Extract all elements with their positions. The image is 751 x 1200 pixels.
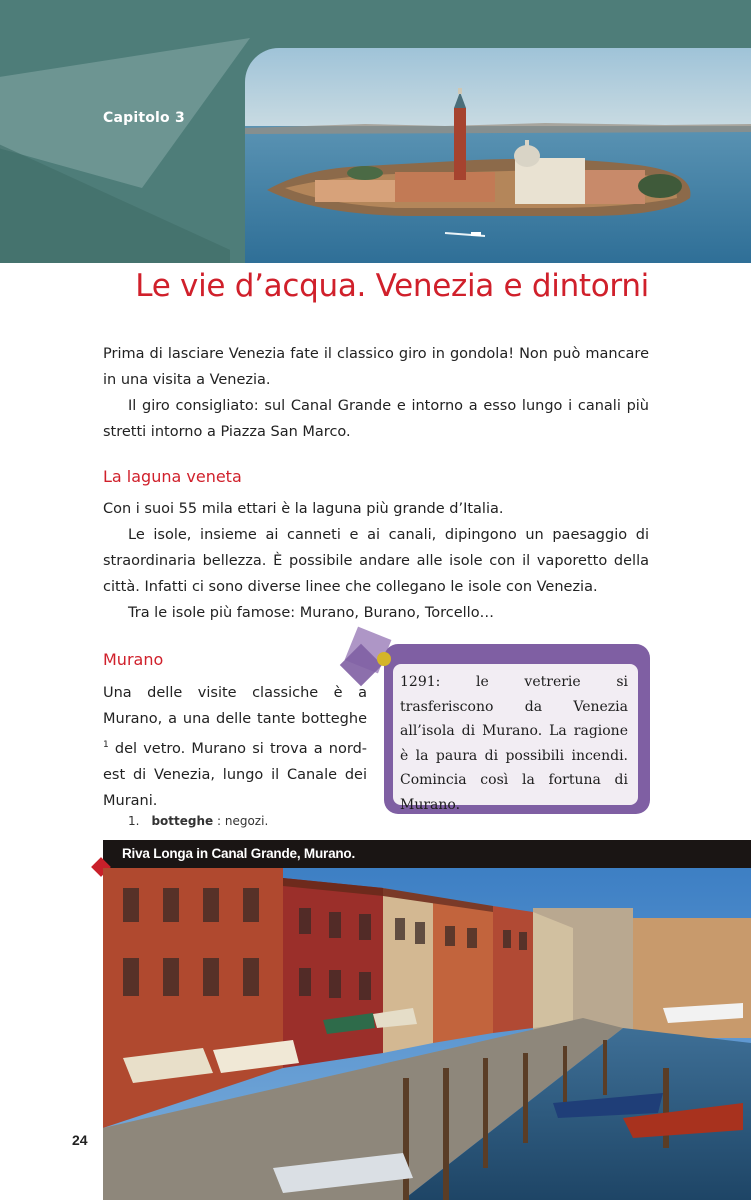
section-heading-murano: Murano <box>103 650 164 669</box>
info-box <box>384 644 650 814</box>
info-box-pin-dot <box>377 652 391 666</box>
laguna-paragraph-2: Le isole, insieme ai canneti e ai canali, dipingono un paesaggio di straordinaria bellezza. È possibile andare alle isole con il vaporetto della città. Infatti ci sono diverse linee che collegano le isole con Venezia. <box>103 527 649 595</box>
intro-paragraph-1: Prima di lasciare Venezia fate il classico giro in gondola! Non può mancare in una visita a Venezia. <box>103 346 649 388</box>
info-box-text: 1291: le vetrerie si trasferiscono da Venezia all’isola di Murano. La ragione è la paura di possibili incendi. Comincia così la fortuna di Murano. <box>400 674 628 813</box>
photo-caption: Riva Longa in Canal Grande, Murano. <box>122 846 356 861</box>
intro-text <box>103 341 649 445</box>
page-title: Le vie d’acqua. Venezia e dintorni <box>135 268 649 304</box>
chapter-label: Capitolo 3 <box>103 110 185 126</box>
photo-murano-canal <box>103 868 751 1200</box>
murano-text <box>103 680 367 814</box>
footnote-term: botteghe <box>151 814 214 828</box>
murano-text-part-1: Una delle visite classiche è a Murano, a una delle tante botteghe <box>103 685 367 727</box>
page-number: 24 <box>72 1132 88 1148</box>
footnote <box>128 814 268 828</box>
footnote-marker: 1 <box>103 740 109 750</box>
murano-text-part-2: del vetro. Murano si trova a nord-est di Venezia, lungo il Canale dei Murani. <box>103 740 368 809</box>
laguna-text <box>103 496 649 626</box>
footnote-number: 1. <box>128 814 140 828</box>
info-box-content <box>393 664 638 813</box>
laguna-paragraph-1: Con i suoi 55 mila ettari è la laguna più grande d’Italia. <box>103 501 504 517</box>
intro-paragraph-2: Il giro consigliato: sul Canal Grande e intorno a esso lungo i canali più stretti intorno a Piazza San Marco. <box>103 398 649 440</box>
footnote-definition: : negozi. <box>217 814 269 828</box>
hero-photo-venice <box>245 48 751 263</box>
section-heading-laguna: La laguna veneta <box>103 467 242 486</box>
laguna-paragraph-3: Tra le isole più famose: Murano, Burano, Torcello… <box>128 605 495 621</box>
